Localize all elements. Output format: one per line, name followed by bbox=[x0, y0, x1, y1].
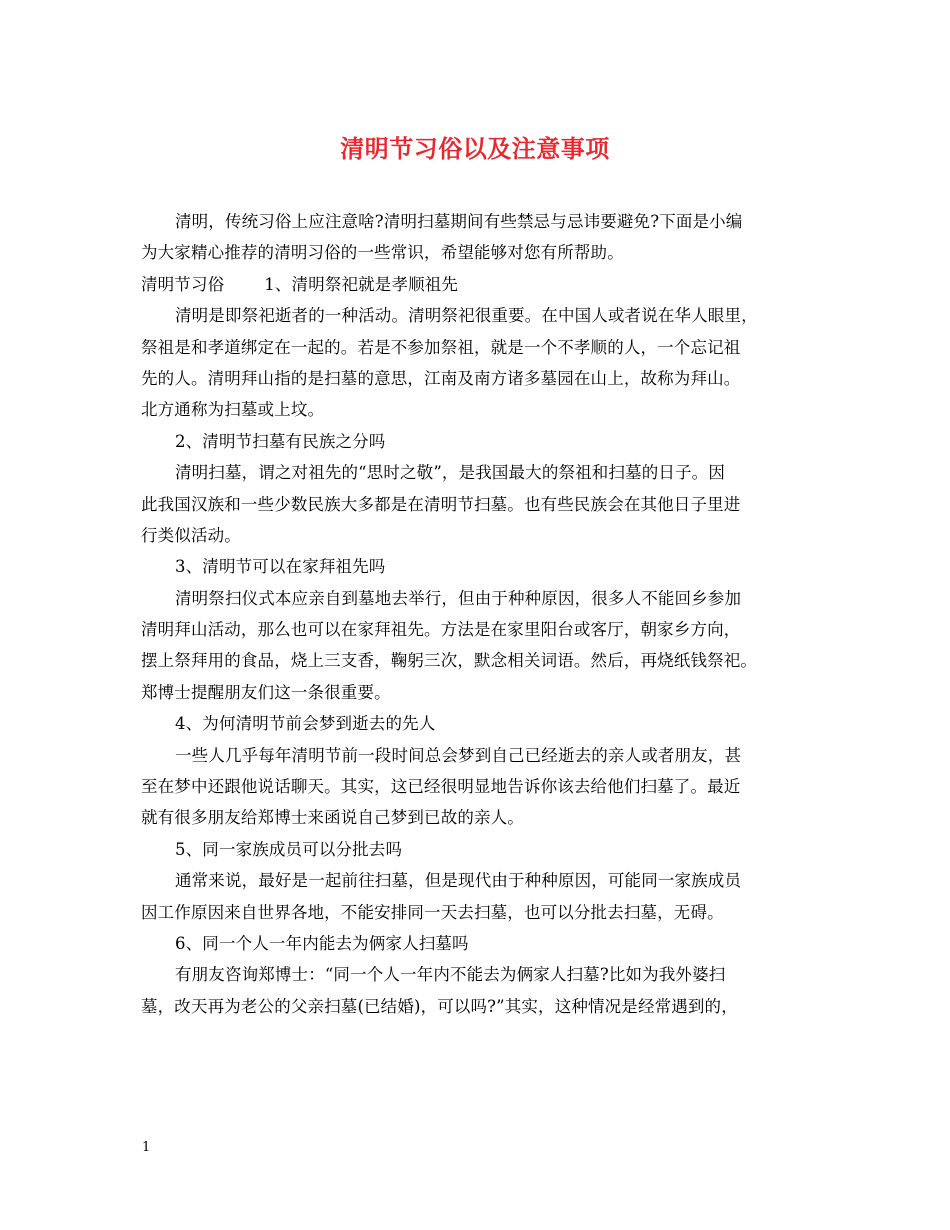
text-line-content: 一些人几乎每年清明节前一段时间总会梦到自己已经逝去的亲人或者朋友，甚 bbox=[175, 745, 742, 765]
text-line bbox=[141, 206, 817, 237]
document-body bbox=[141, 206, 817, 1022]
text-line bbox=[141, 520, 817, 551]
text-line-content: 墓，改天再为老公的父亲扫墓(已结婚)，可以吗?”其实，这种情况是经常遇到的， bbox=[141, 996, 738, 1016]
text-line bbox=[141, 300, 817, 331]
text-line-content: 行类似活动。 bbox=[141, 525, 241, 545]
text-line bbox=[141, 237, 817, 268]
text-line-content: 摆上祭拜用的食品，烧上三支香，鞠躬三次，默念相关词语。然后，再烧纸钱祭祀。 bbox=[141, 651, 758, 671]
text-line-content: 清明拜山活动，那么也可以在家拜祖先。方法是在家里阳台或客厅，朝家乡方向， bbox=[141, 620, 741, 640]
text-line bbox=[141, 771, 817, 802]
text-line-content: 为大家精心推荐的清明习俗的一些常识，希望能够对您有所帮助。 bbox=[141, 243, 624, 263]
text-line bbox=[141, 645, 817, 676]
text-line bbox=[141, 865, 817, 896]
text-line bbox=[141, 426, 817, 457]
text-line-content: 5、同一家族成员可以分批去吗 bbox=[175, 839, 403, 859]
text-line bbox=[141, 897, 817, 928]
text-line bbox=[141, 708, 817, 739]
text-line bbox=[141, 583, 817, 614]
page-number: 1 bbox=[142, 1140, 151, 1155]
text-line-content: 此我国汉族和一些少数民族大多都是在清明节扫墓。也有些民族会在其他日子里进 bbox=[141, 494, 741, 514]
text-line bbox=[141, 551, 817, 582]
text-line-content: 清明是即祭祀逝者的一种活动。清明祭祀很重要。在中国人或者说在华人眼里， bbox=[175, 306, 758, 326]
text-line-subheading: 1、清明祭祀就是孝顺祖先 bbox=[264, 274, 459, 294]
text-line-content: 2、清明节扫墓有民族之分吗 bbox=[175, 431, 386, 451]
text-line bbox=[141, 614, 817, 645]
text-line bbox=[141, 991, 817, 1022]
text-line-content: 清明祭扫仪式本应亲自到墓地去举行，但由于种种原因，很多人不能回乡参加 bbox=[175, 588, 742, 608]
text-line-content: 先的人。清明拜山指的是扫墓的意思，江南及南方诸多墓园在山上，故称为拜山。 bbox=[141, 368, 741, 388]
text-line-content: 清明，传统习俗上应注意啥?清明扫墓期间有些禁忌与忌讳要避免?下面是小编 bbox=[175, 212, 743, 231]
text-line-content: 通常来说，最好是一起前往扫墓，但是现代由于种种原因，可能同一家族成员 bbox=[175, 871, 742, 891]
text-line bbox=[141, 332, 817, 363]
text-line-content: 至在梦中还跟他说话聊天。其实，这已经很明显地告诉你该去给他们扫墓了。最近 bbox=[141, 777, 741, 797]
text-line bbox=[141, 677, 817, 708]
text-line-content: 4、为何清明节前会梦到逝去的先人 bbox=[175, 714, 436, 734]
text-line-content: 因工作原因来自世界各地，不能安排同一天去扫墓，也可以分批去扫墓，无碍。 bbox=[141, 902, 724, 922]
text-line bbox=[141, 363, 817, 394]
text-line-content: 有朋友咨询郑博士：“同一个人一年内不能去为俩家人扫墓?比如为我外婆扫 bbox=[175, 965, 726, 985]
document-title: 清明节习俗以及注意事项 bbox=[340, 134, 610, 163]
text-line bbox=[141, 269, 817, 300]
text-line bbox=[141, 928, 817, 959]
text-line bbox=[141, 394, 817, 425]
text-line-content: 清明扫墓，谓之对祖先的“思时之敬”，是我国最大的祭祖和扫墓的日子。因 bbox=[175, 463, 725, 483]
text-line bbox=[141, 740, 817, 771]
text-line bbox=[141, 834, 817, 865]
text-line bbox=[141, 457, 817, 488]
text-line bbox=[141, 489, 817, 520]
text-line bbox=[141, 802, 817, 833]
text-line-content: 郑博士提醒朋友们这一条很重要。 bbox=[141, 682, 391, 702]
text-line-content: 3、清明节可以在家拜祖先吗 bbox=[175, 557, 386, 577]
text-line bbox=[141, 959, 817, 990]
text-line-content: 北方通称为扫墓或上坟。 bbox=[141, 400, 325, 420]
text-line-content: 祭祖是和孝道绑定在一起的。若是不参加祭祖，就是一个不孝顺的人，一个忘记祖 bbox=[141, 337, 741, 357]
text-line-content: 清明节习俗 bbox=[141, 274, 225, 294]
text-line-content: 就有很多朋友给郑博士来函说自己梦到已故的亲人。 bbox=[141, 808, 524, 828]
text-line-content: 6、同一个人一年内能去为俩家人扫墓吗 bbox=[175, 933, 469, 953]
